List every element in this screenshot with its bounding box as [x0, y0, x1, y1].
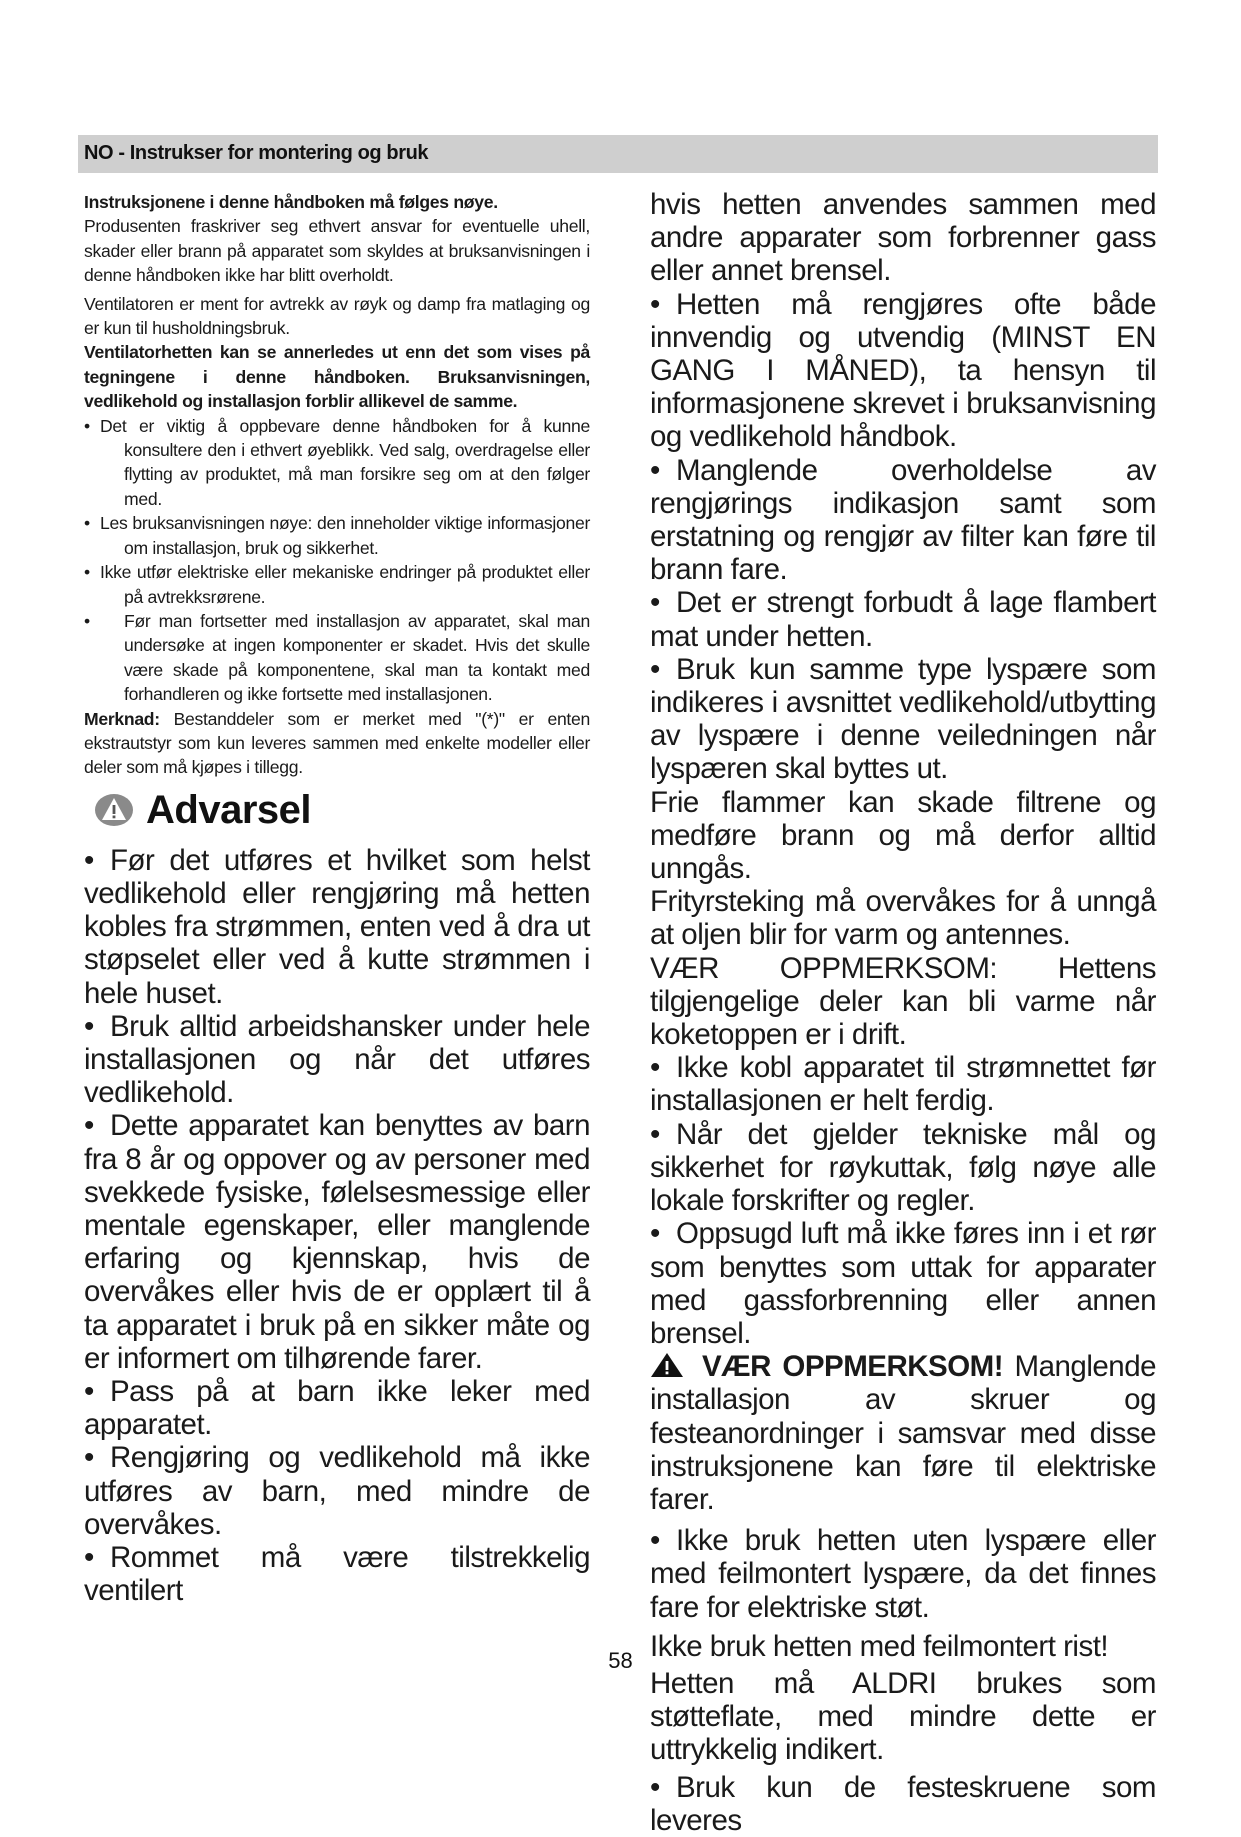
bullet-exhaust: • Oppsugd luft må ikke føres inn i et rør som benyttes som uttak for apparater med gassforbrenning eller annen brensel. [650, 1217, 1156, 1350]
bullet-bulb-shock: • Ikke bruk hetten uten lyspære eller med feilmontert lyspære, da det finnes fare for elektriske støt. [650, 1524, 1156, 1624]
bullet-cleaning: • Hetten må rengjøres ofte både innvendig og utvendig (MINST EN GANG I MÅNED), ta hensyn til informasjonene skrevet i bruksanvisning og vedlikehold håndbok. [650, 287, 1156, 454]
page-number: 58 [608, 1648, 633, 1673]
warning-text: Manglende installasjon av skruer og festeanordninger i samsvar med disse instruksjonene kan føre til elektriske farer. [650, 1350, 1157, 1516]
list-item: • Det er viktig å oppbevare denne håndboken for å kunne konsultere den i ethvert øyeblikk. Ved salg, overdragelse eller flytting av produktet, må man forsikre seg om at den følger med. [84, 415, 590, 509]
note-label: Merknad: [84, 708, 160, 729]
support-paragraph: Hetten må ALDRI brukes som støtteflate, med mindre dette er uttrykkelig indikert. [650, 1666, 1156, 1767]
warning-icon [94, 792, 134, 828]
warning-item: • Dette apparatet kan benyttes av barn fra 8 år og oppover og av personer med svekkede fysiske, følelsesmessige eller mentale egenskaper, eller manglende erfaring og kjennskap, hvis de overvåkes eller hvis de er opplært til å ta apparatet i bruk på en sikker måte og er informert om tilhørende farer. [84, 1109, 590, 1375]
flames-paragraph: Frie flammer kan skade filtrene og medføre brann og må derfor alltid unngås. [650, 785, 1156, 886]
continued-text: hvis hetten anvendes sammen med andre apparater som forbrenner gass eller annet brensel. [650, 188, 1156, 288]
caution-paragraph: VÆR OPPMERKSOM: Hettens tilgjengelige deler kan bli varme når koketoppen er i drift. [650, 951, 1156, 1052]
instruction-list [84, 414, 590, 707]
warning-item: • Rengjøring og vedlikehold må ikke utføres av barn, med mindre de overvåkes. [84, 1441, 590, 1541]
bullet-fire-risk: • Manglende overholdelse av rengjørings indikasjon samt som erstatning og rengjør av filter kan føre til brann fare. [650, 453, 1156, 587]
note-paragraph [84, 707, 590, 780]
list-item: • Før man fortsetter med installasjon av apparatet, skal man undersøke at ingen komponenter er skadet. Hvis det skulle være skade på komponentene, skal man ta kontakt med forhandleren og ikke fortsette med installasjonen. [84, 610, 590, 705]
warning-item: • Før det utføres et hvilket som helst vedlikehold eller rengjøring må hetten kobles fra strømmen, enten ved å dra ut støpselet eller ved å kutte strømmen i hele huset. [84, 843, 590, 1010]
screw-warning [650, 1350, 1156, 1516]
purpose-paragraph: Ventilatoren er ment for avtrekk av røyk og damp fra matlaging og er kun til husholdningsbruk. [84, 293, 590, 339]
warning-item: • Rommet må være tilstrekkelig ventilert [84, 1541, 590, 1608]
warning-title: Advarsel [146, 787, 311, 832]
bullet-power: • Ikke kobl apparatet til strømnettet før installasjonen er helt ferdig. [650, 1051, 1156, 1118]
left-column [84, 190, 590, 1607]
list-item: • Les bruksanvisningen nøye: den inneholder viktige informasjoner om installasjon, bruk og sikkerhet. [84, 513, 590, 558]
warning-label: VÆR OPPMERKSOM! [702, 1350, 1004, 1384]
bullet-regulations: • Når det gjelder tekniske mål og sikkerhet for røykuttak, følg nøye alle lokale forskrifter og regler. [650, 1117, 1156, 1218]
bullet-bulb: • Bruk kun samme type lyspære som indikeres i avsnittet vedlikehold/utbytting av lyspære i denne veiledningen når lyspæren skal byttes ut. [650, 652, 1156, 786]
grid-paragraph: Ikke bruk hetten med feilmontert rist! [650, 1629, 1109, 1663]
warning-item: • Bruk alltid arbeidshansker under hele installasjonen og når det utføres vedlikehold. [84, 1009, 590, 1110]
bullet-flambe: • Det er strengt forbudt å lage flambert mat under hetten. [650, 586, 1156, 653]
list-item: • Ikke utfør elektriske eller mekaniske endringer på produktet eller på avtrekksrørene. [84, 562, 590, 607]
warning-item: • Pass på at barn ikke leker med apparatet. [84, 1375, 590, 1442]
warning-triangle-icon [650, 1352, 684, 1378]
intro-bold: Instruksjonene i denne håndboken må følges nøye. [84, 192, 498, 212]
section-title: NO - Instrukser for montering og bruk [84, 142, 429, 164]
disclaimer-paragraph: Produsenten fraskriver seg ethvert ansvar for eventuelle uhell, skader eller brann på apparatet som skyldes at bruksanvisningen i denne håndboken ikke har blitt overholdt. [84, 216, 590, 286]
bullet-screws: • Bruk kun de festeskruene som leveres [650, 1770, 1156, 1837]
section-header [78, 135, 1158, 173]
warning-heading [84, 787, 590, 842]
right-column [650, 188, 1156, 1837]
frying-paragraph: Frityrsteking må overvåkes for å unngå at oljen blir for varm og antennes. [650, 885, 1156, 952]
appearance-note: Ventilatorhetten kan se annerledes ut enn det som vises på tegningene i denne håndboken. Bruksanvisningen, vedlikehold og installasjon forblir allikevel de samme. [84, 342, 590, 412]
note-text: Bestanddeler som er merket med "(*)" er enten ekstrautstyr som kun leveres sammen med enkelte modeller eller deler som må kjøpes i tillegg. [84, 708, 590, 778]
